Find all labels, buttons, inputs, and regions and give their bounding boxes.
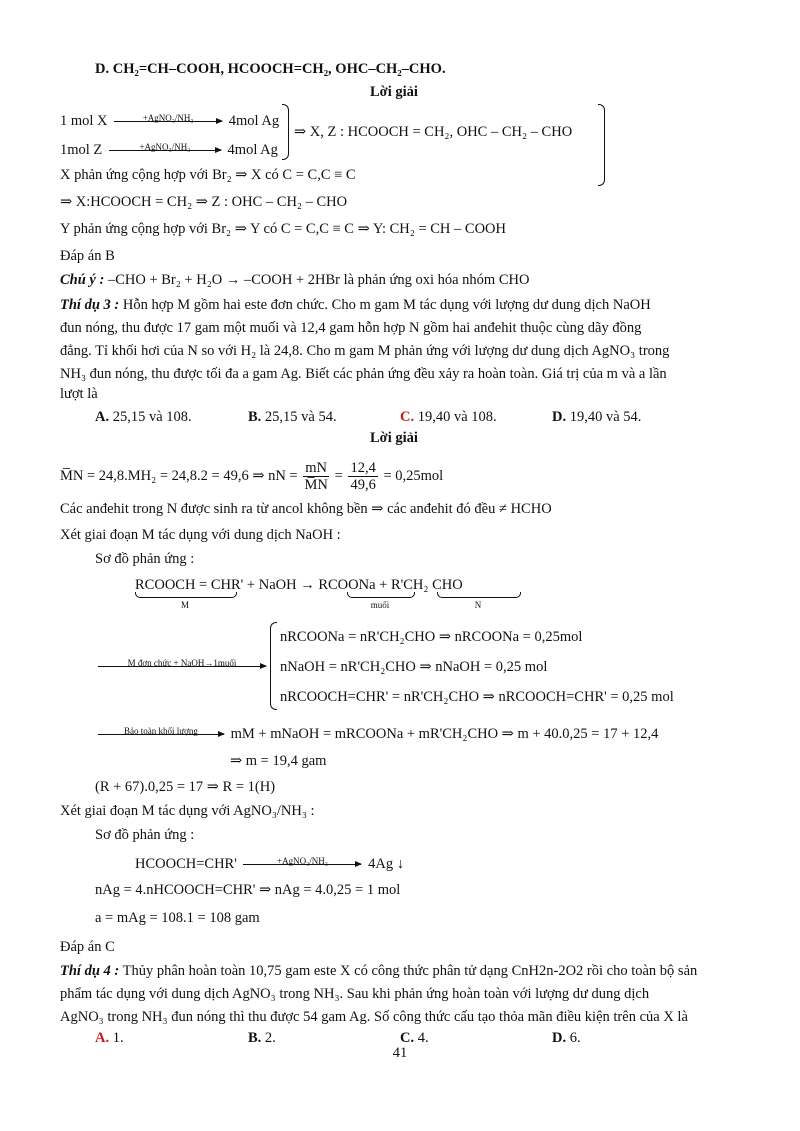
system-line-3: nRCOOCH=CHR' = nR'CH₂CHO ⇒ nRCOOCH=CHR' = 0,25 mol	[280, 689, 674, 705]
xz-result: ⇒ X, Z : HCOOCH = CH₂, OHC – CH₂ – CHO	[294, 124, 573, 140]
label-n: N	[474, 600, 482, 610]
mass-equation: Bảo toàn khối lượng mM + mNaOH = mRCOONa + mR'CH₂CHO ⇒ m + 40.0,25 = 17 + 12,4	[95, 725, 658, 743]
ex4-line-3: AgNO₃ trong NH₃ đun nóng thì thu được 54 gam Ag. Số công thức cấu tạo thỏa mãn điều kiện trên của X là	[60, 1009, 688, 1025]
ex4-line-1: Thí dụ 4 : Thủy phân hoàn toàn 10,75 gam este X có công thức phân tử dạng CnH2n-2O2 rồi cho toàn bộ sản	[60, 963, 698, 979]
right-brace	[282, 104, 289, 160]
aldehyde-note: Các anđehit trong N được sinh ra từ ancol không bền ⇒ các anđehit đó đều ≠ HCHO	[60, 501, 552, 517]
ex3-line-4: NH₃ đun nóng, thu được tối đa a gam Ag. Biết các phản ứng đều xảy ra hoàn toàn. Giá trị của m và a lần	[60, 366, 667, 382]
ex3-line-1: Thí dụ 3 : Hỗn hợp M gồm hai este đơn chức. Cho m gam M tác dụng với lượng dư dung dịch NaOH	[60, 297, 651, 313]
reaction-x: 1 mol X +AgNO₃/NH₃ 4mol Ag	[60, 113, 280, 129]
underbrace-muoi	[347, 592, 415, 598]
label-m: M	[180, 600, 189, 610]
ex3-option-c: C. 19,40 và 108.	[400, 409, 497, 425]
ex3-line-3: đẳng. Tỉ khối hơi của N so với H₂ là 24,8. Cho m gam M phản ứng với lượng dư dung dịch AgNO₃ trong	[60, 343, 670, 359]
cond-1: M đơn chức + NaOH→1muối	[95, 657, 269, 675]
ex3-line-2: đun nóng, thu được 17 gam một muối và 12,4 gam hỗn hợp N gồm hai anđehit thuộc cùng dãy đồng	[60, 320, 642, 336]
mn-calc: M̅N = 24,8.MH₂ = 24,8.2 = 49,6 ⇒ nN = $\frac{mN}{M̅N}$ = $\frac{12,4}{49,6}$ = 0,25mol	[60, 460, 444, 493]
ex3-line-5: lượt là	[60, 386, 98, 402]
underbrace-n	[437, 592, 521, 598]
equation-2: HCOOCH=CHR' +AgNO₃/NH₃ 4Ag ↓	[135, 856, 404, 872]
ex4-option-c: C. 4.	[400, 1030, 429, 1046]
x-formula-line: ⇒ X:HCOOCH = CH₂ ⇒ Z : OHC – CH₂ – CHO	[60, 194, 348, 210]
x-br2-line: X phản ứng cộng hợp với Br₂ ⇒ X có C = C,C ≡ C	[60, 167, 356, 183]
equation-1: RCOOCH = CHR' + NaOH → RCOONa + R'CH₂ CHO	[135, 577, 463, 593]
stage-1: Xét giai đoạn M tác dụng với dung dịch NaOH :	[60, 527, 341, 543]
system-line-2: nNaOH = nR'CH₂CHO ⇒ nNaOH = 0,25 mol	[280, 659, 548, 675]
nag-equation: nAg = 4.nHCOOCH=CHR' ⇒ nAg = 4.0,25 = 1 mol	[95, 882, 401, 898]
outer-brace	[598, 104, 605, 186]
y-br2-line: Y phản ứng cộng hợp với Br₂ ⇒ Y có C = C,C ≡ C ⇒ Y: CH₂ = CH – COOH	[60, 221, 506, 237]
note-line: Chú ý : –CHO + Br₂ + H₂O → –COOH + 2HBr là phản ứng oxi hóa nhóm CHO	[60, 272, 530, 288]
answer-b: Đáp án B	[60, 248, 115, 264]
a-equation: a = mAg = 108.1 = 108 gam	[95, 910, 260, 926]
reaction-z: 1mol Z +AgNO₃/NH₃ 4mol Ag	[60, 142, 278, 158]
solution-heading: Lời giải	[370, 84, 418, 100]
scheme-label-2: Sơ đồ phản ứng :	[95, 827, 195, 843]
system-brace	[270, 622, 277, 710]
system-line-1: nRCOONa = nR'CH₂CHO ⇒ nRCOONa = 0,25mol	[280, 629, 583, 645]
r-equation: (R + 67).0,25 = 17 ⇒ R = 1(H)	[95, 779, 276, 795]
ex3-option-a: A. 25,15 và 108.	[95, 409, 192, 425]
stage-2: Xét giai đoạn M tác dụng với AgNO₃/NH₃ :	[60, 803, 315, 819]
label-muoi: muối	[370, 600, 390, 610]
solution-heading-2: Lời giải	[370, 430, 418, 446]
ex3-option-b: B. 25,15 và 54.	[248, 409, 337, 425]
ex4-option-b: B. 2.	[248, 1030, 276, 1046]
underbrace-m	[135, 592, 237, 598]
m-result: ⇒ m = 19,4 gam	[230, 753, 327, 769]
answer-c: Đáp án C	[60, 939, 115, 955]
ex4-line-2: phẩm tác dụng với dung dịch AgNO₃ trong NH₃. Sau khi phản ứng hoàn toàn với lượng dư dung dịch	[60, 986, 650, 1002]
ex4-option-d: D. 6.	[552, 1030, 581, 1046]
scheme-label: Sơ đồ phản ứng :	[95, 551, 195, 567]
ex3-option-d: D. 19,40 và 54.	[552, 409, 642, 425]
ex4-option-a: A. 1.	[95, 1030, 124, 1046]
page-number: 41	[392, 1045, 408, 1061]
option-d-line: D. CH₂=CH–COOH, HCOOCH=CH₂, OHC–CH₂–CHO.	[95, 61, 446, 77]
